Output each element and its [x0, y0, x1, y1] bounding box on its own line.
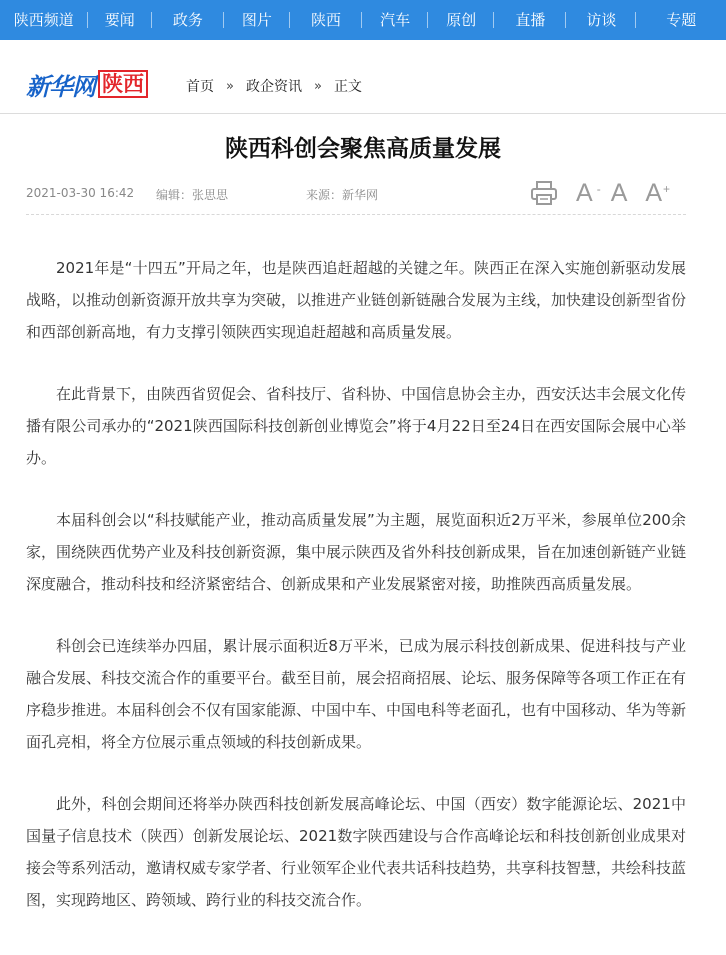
nav-item-auto[interactable]: 汽车	[362, 0, 428, 40]
font-default-button[interactable]: A	[610, 179, 628, 207]
article-body	[26, 252, 686, 946]
font-increase-letter: A	[645, 179, 663, 207]
nav-item-shaanxi-channel[interactable]: 陕西频道	[0, 0, 88, 40]
article-tools	[530, 178, 680, 208]
nav-item-interviews[interactable]: 访谈	[566, 0, 636, 40]
font-increase-button[interactable]	[645, 179, 671, 207]
nav-item-original[interactable]: 原创	[428, 0, 494, 40]
logo-region: 陕西	[98, 70, 148, 98]
editor-label: 编辑：张思思	[156, 188, 229, 202]
nav-item-government[interactable]: 政务	[152, 0, 224, 40]
nav-item-photos[interactable]: 图片	[224, 0, 290, 40]
article-title: 陕西科创会聚焦高质量发展	[225, 136, 501, 162]
print-icon[interactable]	[530, 180, 558, 206]
source-label: 来源：新华网	[306, 188, 379, 202]
publish-date: 2021-03-30 16:42	[26, 186, 135, 200]
nav-item-live[interactable]: 直播	[494, 0, 566, 40]
logo-xinhuanet: 新华网	[26, 72, 95, 101]
article-paragraph: 2021年是“十四五”开局之年，也是陕西追赶超越的关键之年。陕西正在深入实施创新驱动发展战略，以推动创新资源开放共享为突破，以推进产业链创新链融合发展为主线，加快建设创新型省份和西部创新高地，有力支撑引领陕西实现追赶超越和高质量发展。	[26, 259, 687, 341]
article-paragraph: 在此背景下，由陕西省贸促会、省科技厅、省科协、中国信息协会主办，西安沃达丰会展文化传播有限公司承办的“2021陕西国际科技创新创业博览会”将于4月22日至24日在西安国际会展中心举办。	[26, 385, 687, 467]
meta-divider	[26, 214, 686, 215]
font-decrease-button[interactable]	[576, 179, 601, 207]
site-logo[interactable]	[26, 69, 148, 99]
breadcrumb-section[interactable]: 政企资讯	[245, 79, 302, 95]
minus-icon: -	[596, 182, 601, 196]
breadcrumb-separator: »	[226, 78, 234, 94]
breadcrumb	[186, 76, 362, 96]
nav-item-headlines[interactable]: 要闻	[88, 0, 152, 40]
breadcrumb-separator: »	[313, 78, 322, 94]
breadcrumb-current: 正文	[333, 79, 362, 95]
breadcrumb-home[interactable]: 首页	[186, 79, 214, 95]
font-decrease-letter: A	[576, 179, 593, 207]
nav-item-topics[interactable]: 专题	[666, 11, 697, 29]
article-paragraph: 本届科创会以“科技赋能产业，推动高质量发展”为主题，展览面积近2万平米，参展单位200余家，围绕陕西优势产业及科技创新资源，集中展示陕西及省外科技创新成果，旨在加速创新链产业链深度融合，推动科技和经济紧密结合、创新成果和产业发展紧密对接，助推陕西高质量发展。	[26, 511, 687, 593]
nav-item-shaanxi[interactable]: 陕西	[290, 0, 362, 40]
article-paragraph: 此外，科创会期间还将举办陕西科技创新发展高峰论坛、中国（西安）数字能源论坛、2021中国量子信息技术（陕西）创新发展论坛、2021数字陕西建设与合作高峰论坛和科技创新创业成果对接会等系列活动，邀请权威专家学者、行业领军企业代表共话科技趋势，共享科技智慧，共绘科技蓝图，实现跨地区、跨领域、跨行业的科技交流合作。	[26, 795, 687, 909]
top-navigation-bar	[0, 0, 726, 40]
plus-icon: +	[663, 182, 671, 196]
site-header	[0, 40, 726, 114]
article-paragraph: 科创会已连续举办四届，累计展示面积近8万平米，已成为展示科技创新成果、促进科技与产业融合发展、科技交流合作的重要平台。截至目前，展会招商招展、论坛、服务保障等各项工作正在有序稳步推进。本届科创会不仅有国家能源、中国中车、中国电科等老面孔，也有中国移动、华为等新面孔亮相，将全方位展示重点领域的科技创新成果。	[26, 637, 687, 751]
